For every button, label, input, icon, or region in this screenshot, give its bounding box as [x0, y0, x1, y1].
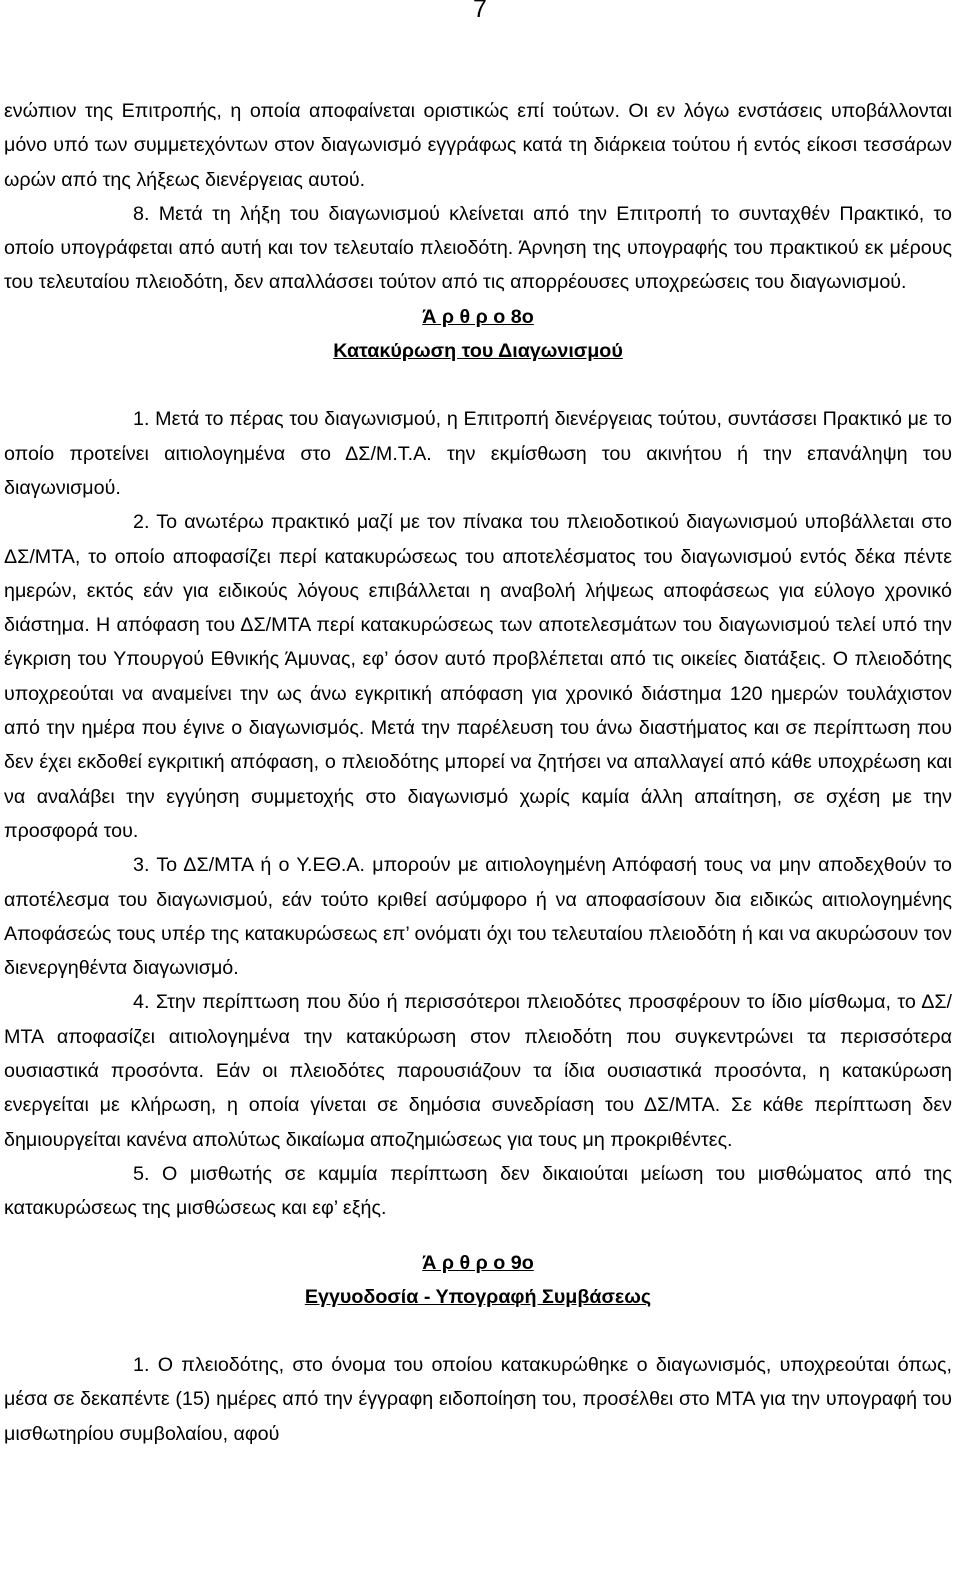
section-gap [4, 1226, 952, 1246]
article-8-subtitle: Κατακύρωση του Διαγωνισμού [333, 340, 623, 363]
article-8-section [4, 300, 952, 1226]
article-9-section [4, 1246, 952, 1451]
article-9-paragraph-1: 1. Ο πλειοδότης, στο όνομα του οποίου κατακυρώθηκε ο διαγωνισμός, υποχρεούται όπως, μέσα σε δεκαπέντε (15) ημέρες από την έγγραφη ειδοποίηση του, προσέλθει στο ΜΤΑ για την υπογραφή του μισθωτηρίου συμβολαίου, αφού [4, 1354, 952, 1445]
document-body [4, 94, 952, 1451]
paragraph-item-8: 8. Μετά τη λήξη του διαγωνισμού κλείνεται από την Επιτροπή το συνταχθέν Πρακτικό, το οποίο υπογράφεται από αυτή και τον τελευταίο πλειοδότη. Άρνηση της υπογραφής του πρακτικού εκ μέρους του τελευταίου πλειοδότη, δεν απαλλάσσει τούτον από τις απορρέουσες υποχρεώσεις του διαγωνισμού. [4, 202, 952, 294]
article-8-paragraph-4: 4. Στην περίπτωση που δύο ή περισσότεροι πλειοδότες προσφέρουν το ίδιο μίσθωμα, το ΔΣ/ΜΤΑ αποφασίζει αιτιολογημένα την κατακύρωση στον πλειοδότη που συγκεντρώνει τα περισσότερα ουσιαστικά προσόντα. Εάν οι πλειοδότες παρουσιάζουν τα ίδια ουσιαστικά προσόντα, η κατακύρωση ενεργείται με κλήρωση, η οποία γίνεται σε δημόσια συνεδρίαση του ΔΣ/ΜΤΑ. Σε κάθε περίπτωση δεν δημιουργείται κανένα απολύτως δικαίωμα αποζημιώσεως για τους μη προκριθέντες. [4, 991, 952, 1151]
paragraph-continuation: ενώπιον της Επιτροπής, η οποία αποφαίνεται οριστικώς επί τούτων. Οι εν λόγω ενστάσεις υποβάλλονται μόνο υπό των συμμετεχόντων στον διαγωνισμό εγγράφως κατά τη διάρκεια τούτου ή εντός είκοσι τεσσάρων ωρών από της λήξεως διενέργειας αυτού. [4, 100, 952, 191]
article-8-paragraph-2: 2. Το ανωτέρω πρακτικό μαζί με τον πίνακα του πλειοδοτικού διαγωνισμού υποβάλλεται στο ΔΣ/ΜΤΑ, το οποίο αποφασίζει περί κατακυρώσεως του αποτελέσματος του διαγωνισμού εντός δέκα πέντε ημερών, εκτός εάν για ειδικούς λόγους επιβάλλεται η αναβολή λήψεως αποφάσεως για εύλογο χρονικό διάστημα. Η απόφαση του ΔΣ/ΜΤΑ περί κατακυρώσεως των αποτελεσμάτων του διαγωνισμού τελεί υπό την έγκριση του Υπουργού Εθνικής Άμυνας, εφ’ όσον αυτό προβλέπεται από τις οικείες διατάξεις. Ο πλειοδότης υποχρεούται να αναμείνει την ως άνω εγκριτική απόφαση για χρονικό διάστημα 120 ημερών τουλάχιστον από την ημέρα που έγινε ο διαγωνισμός. Μετά την παρέλευση του άνω διαστήματος και σε περίπτωση που δεν έχει εκδοθεί εγκριτική απόφαση, ο πλειοδότης μπορεί να ζητήσει να απαλλαγεί από κάθε υποχρέωση και να αναλάβει την εγγύηση συμμετοχής στο διαγωνισμό χωρίς καμία άλλη απαίτηση, σε σχέση με την προσφορά του. [4, 511, 952, 842]
article-8-paragraph-3: 3. Το ΔΣ/ΜΤΑ ή ο Υ.ΕΘ.Α. μπορούν με αιτιολογημένη Απόφασή τους να μην αποδεχθούν το αποτέλεσμα του διαγωνισμού, εάν τούτο κριθεί ασύμφορο ή να αποφασίσουν δια ειδικώς αιτιολογημένης Αποφάσεώς τους υπέρ της κατακυρώσεως επ’ ονόματι όχι του τελευταίου πλειοδότη ή και να ακυρώσουν τον διενεργηθέντα διαγωνισμό. [4, 854, 952, 980]
article-9-title: Ά ρ θ ρ ο 9ο [422, 1251, 534, 1274]
article-8-title: Ά ρ θ ρ ο 8ο [422, 305, 534, 328]
article-8-paragraph-5: 5. Ο μισθωτής σε καμμία περίπτωση δεν δικαιούται μείωση του μισθώματος από της κατακυρώσεως της μισθώσεως και εφ’ εξής. [4, 1162, 952, 1220]
article-9-subtitle: Εγγυοδοσία - Υπογραφή Συμβάσεως [304, 1285, 652, 1308]
page-number: 7 [473, 0, 487, 23]
article-8-paragraph-1: 1. Μετά το πέρας του διαγωνισμού, η Επιτροπή διενέργειας τούτου, συντάσσει Πρακτικό με το οποίο προτείνει αιτιολογημένα στο ΔΣ/Μ.Τ.Α. την εκμίσθωση του ακινήτου ή την επανάληψη του διαγωνισμού. [4, 408, 952, 499]
section-gap [4, 368, 952, 402]
section-gap [4, 1314, 952, 1348]
